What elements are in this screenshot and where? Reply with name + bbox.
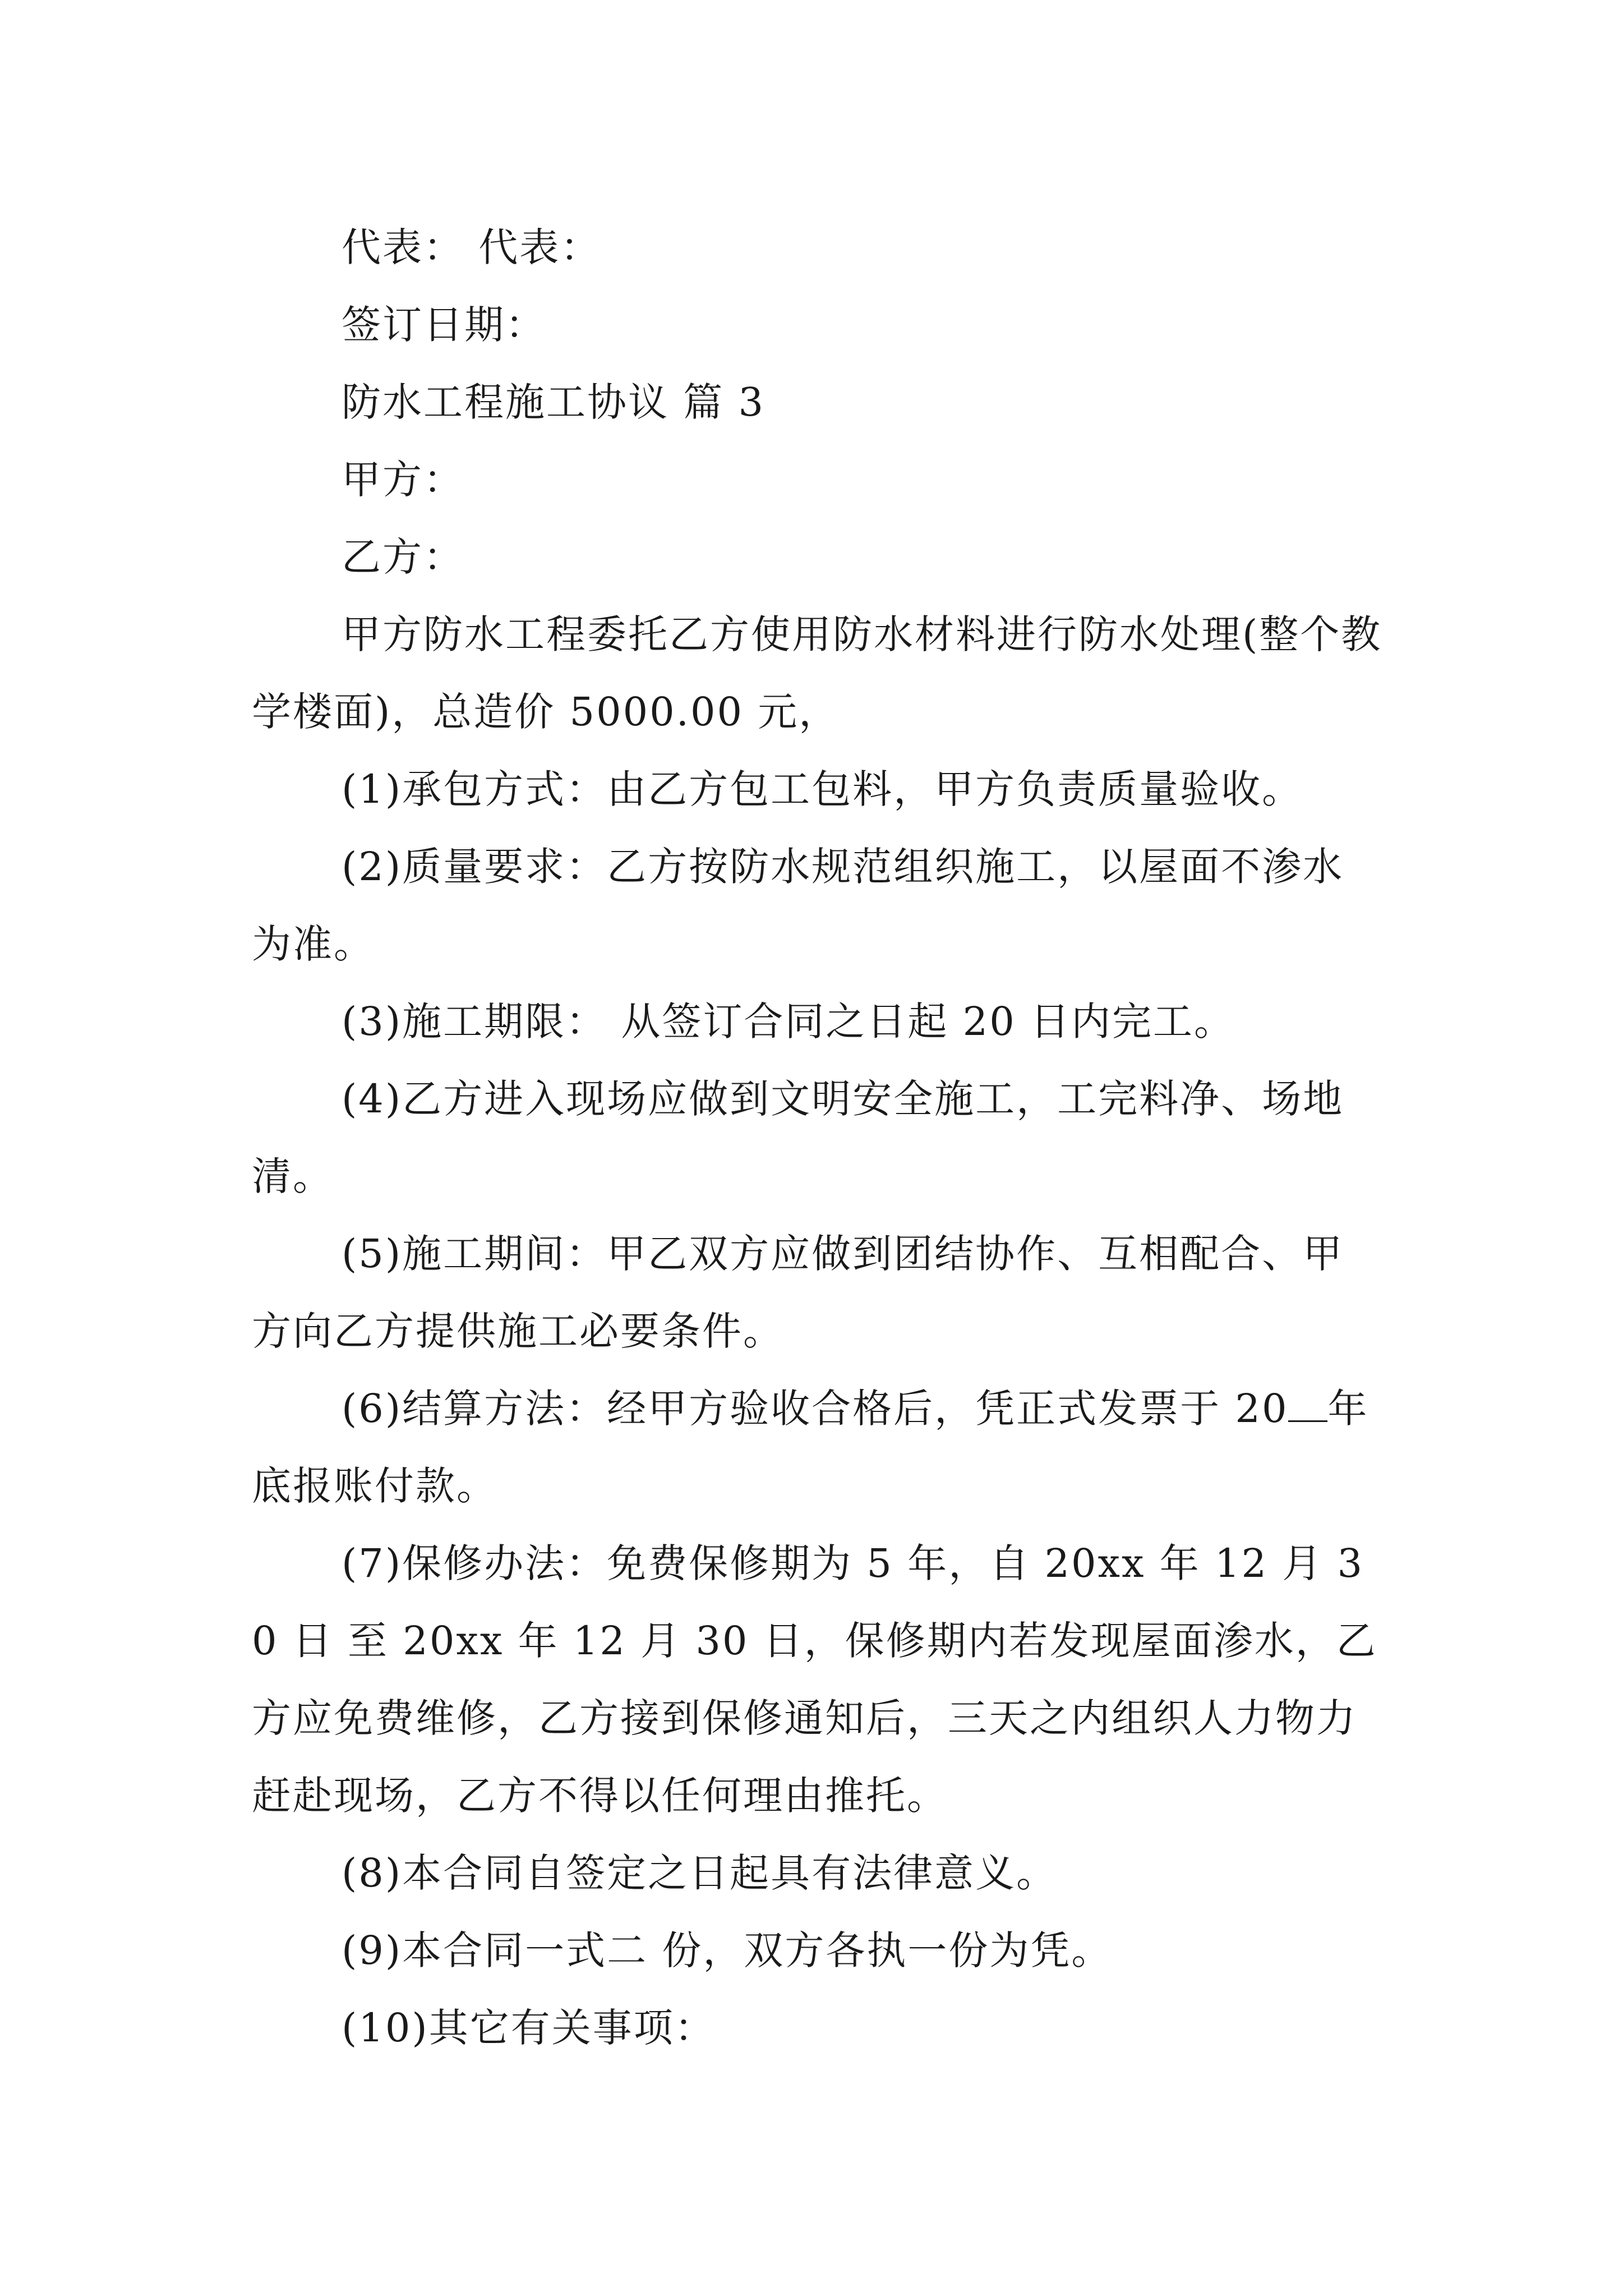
representative-line: 代表： 代表：: [342, 224, 602, 270]
clause-8: (8)本合同自签定之日起具有法律意义。: [342, 1850, 1058, 1896]
section-title: 防水工程施工协议 篇 3: [342, 379, 766, 425]
clause-2: (2)质量要求：乙方按防水规范组织施工，以屋面不渗水为准。: [252, 844, 1344, 967]
party-b-line: 乙方：: [342, 534, 464, 580]
clause-10: (10)其它有关事项：: [342, 2005, 716, 2051]
intro-paragraph: 甲方防水工程委托乙方使用防水材料进行防水处理(整个教学楼面)，总造价 5000.00 元，: [252, 611, 1382, 735]
clause-6-text: (6)结算方法：经甲方验收合格后，凭正式发票于 20: [342, 1386, 1289, 1432]
fill-in-blank: [1288, 1389, 1327, 1422]
clause-9: (9)本合同一式二 份，双方各执一份为凭。: [342, 1927, 1113, 1973]
clause-7: (7)保修办法：免费保修期为 5 年，自 20xx 年 12 月 30 日 至 20xx 年 12 月 30 日，保修期内若发现屋面渗水，乙方应免费维修，乙方接到保修通知后，三天之内组织人力物力赶赴现场，乙方不得以任何理由推托。: [252, 1540, 1377, 1819]
party-a-line: 甲方：: [342, 457, 464, 503]
document-body: [252, 209, 1385, 2067]
clause-4: (4)乙方进入现场应做到文明安全施工，工完料净、场地清。: [252, 1076, 1344, 1199]
clause-6: [252, 1370, 1385, 1525]
clause-1: (1)承包方式：由乙方包工包料，甲方负责质量验收。: [342, 766, 1303, 812]
clause-3: (3)施工期限： 从签订合同之日起 20 日内完工。: [342, 999, 1235, 1045]
signing-date-line: 签订日期：: [342, 302, 546, 348]
clause-6-tail: 年底报账付款。: [252, 1386, 1369, 1509]
clause-5: (5)施工期间：甲乙双方应做到团结协作、互相配合、甲方向乙方提供施工必要条件。: [252, 1231, 1344, 1354]
